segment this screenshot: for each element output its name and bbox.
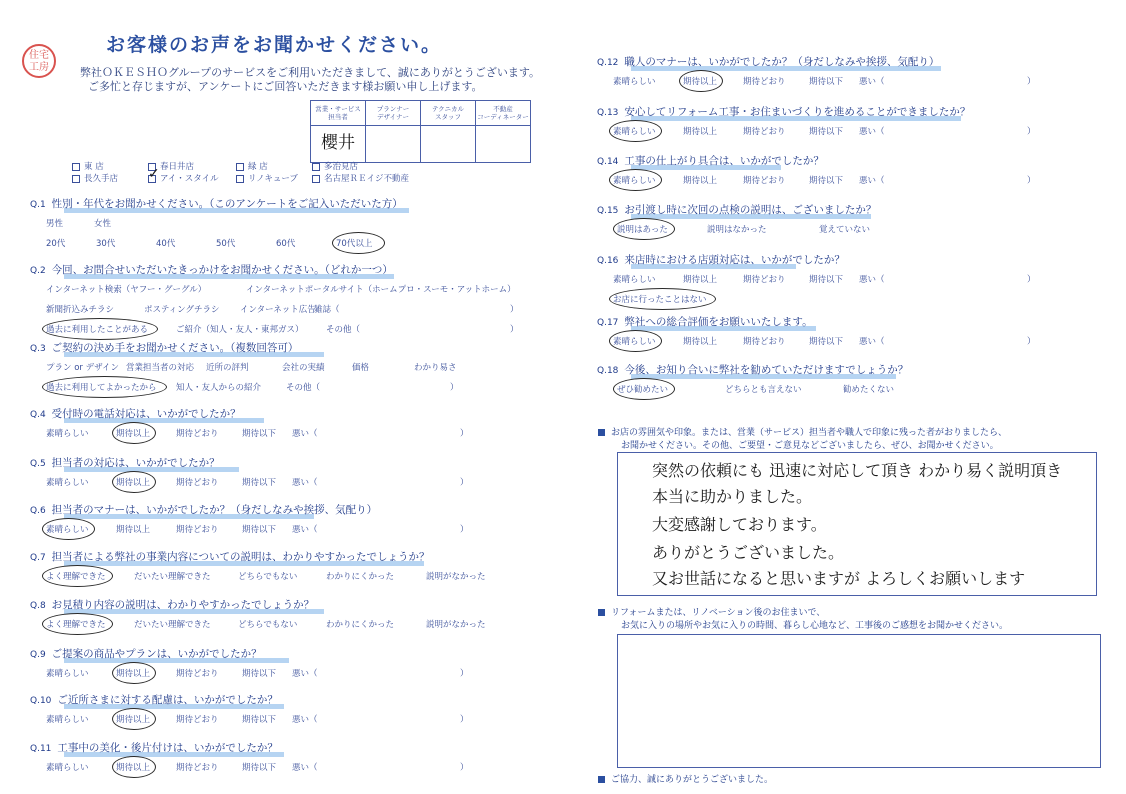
staff-col-realestate: 不動産 コーディネーター (476, 101, 531, 126)
answer-row (30, 381, 459, 397)
selected-circle-mark (112, 662, 156, 684)
answer-option[interactable]: 悪い（ (859, 77, 885, 87)
reform-prompt-1: リフォームまたは、リノベーション後のお住まいで、 (611, 608, 826, 618)
intro-line-2: ご多忙と存じますが、アンケートにご回答いただきます様お願い申し上げます。 (88, 80, 483, 93)
question-heading (30, 597, 314, 612)
answer-option[interactable]: 悪い（ (292, 429, 318, 439)
answer-option[interactable]: 期待以上 (683, 337, 718, 347)
checkbox-icon[interactable] (72, 175, 80, 183)
answer-option[interactable]: 素晴らしい (46, 478, 89, 488)
check-mark-icon: ✓ (148, 166, 160, 182)
selected-circle-mark (609, 120, 662, 142)
answer-option[interactable]: 50代 (216, 239, 236, 249)
answer-option[interactable]: 期待以下 (242, 429, 277, 439)
question-heading (597, 153, 824, 168)
question-heading (30, 740, 278, 755)
answer-row (597, 273, 1036, 289)
checkbox-icon[interactable] (236, 175, 244, 183)
question-heading (30, 196, 403, 211)
question-text: 担当者の対応は、いかがでしたか？ (51, 457, 220, 469)
question-heading (30, 549, 429, 564)
staff-table (310, 100, 531, 163)
shop-option[interactable]: 多治見店 (312, 160, 358, 172)
question-q4 (30, 406, 469, 443)
selected-circle-mark (42, 376, 167, 398)
answer-option[interactable]: 期待以上 (116, 669, 151, 679)
selected-circle-mark (112, 422, 156, 444)
question-heading (30, 455, 220, 470)
answer-bracket: ） (1027, 176, 1036, 186)
answer-row (597, 125, 1036, 141)
question-q1 (30, 196, 403, 253)
answer-row (597, 75, 1036, 91)
answer-option[interactable]: 期待どおり (743, 275, 786, 285)
answer-option[interactable]: 期待以下 (242, 763, 277, 773)
answer-option[interactable]: 期待以下 (809, 275, 844, 285)
answer-row (30, 237, 403, 253)
answer-option[interactable]: 期待どおり (176, 669, 219, 679)
question-text: 来店時における店頭対応は、いかがでしたか？ (624, 254, 845, 266)
question-text: 性別・年代をお聞かせください。（このアンケートをご記入いただいた方） (51, 198, 403, 210)
answer-option[interactable]: 期待以下 (242, 525, 277, 535)
answer-option[interactable]: ご紹介（知人・友人・東邦ガス） (176, 325, 304, 335)
impression-prompt-1: お店の雰囲気や印象。または、営業（サービス）担当者や職人で印象に残った者がおりましたら、 (611, 428, 1008, 438)
question-heading (30, 646, 262, 661)
answer-row (30, 761, 469, 777)
question-number: Q.17 (597, 318, 619, 328)
answer-option[interactable]: 過去に利用してよかったから (46, 383, 157, 393)
question-heading (597, 54, 939, 69)
answer-option[interactable]: 期待以上 (116, 763, 151, 773)
question-number: Q.7 (30, 553, 46, 563)
selected-circle-mark (609, 288, 716, 310)
answer-row (597, 223, 876, 239)
answer-option[interactable]: 説明はあった (617, 225, 668, 235)
answer-option[interactable]: 期待どおり (743, 337, 786, 347)
square-bullet-icon (598, 776, 605, 783)
answer-option[interactable]: 期待以上 (116, 525, 151, 535)
selected-circle-mark (112, 708, 156, 730)
answer-option[interactable]: 期待どおり (743, 176, 786, 186)
answer-option[interactable]: どちらでもない (238, 620, 298, 630)
answer-option[interactable]: 70代以上 (336, 239, 373, 249)
shop-option-checked[interactable]: ✓ アイ・スタイル (148, 166, 219, 184)
staff-col-technical: テクニカル スタッフ (421, 101, 476, 126)
shop-option[interactable]: 緑 店 (236, 160, 312, 172)
checkbox-icon[interactable] (236, 163, 244, 171)
answer-option[interactable]: 男性 (46, 219, 64, 229)
question-number: Q.16 (597, 256, 619, 266)
question-q10 (30, 692, 469, 729)
question-heading (30, 340, 298, 355)
answer-option[interactable]: 知人・友人からの紹介 (176, 383, 262, 393)
handwritten-line: 突然の依頼にも 迅速に対応して頂き わかり易く説明頂き (652, 461, 1063, 480)
answer-option[interactable]: 期待どおり (743, 127, 786, 137)
question-number: Q.8 (30, 601, 46, 611)
answer-option[interactable]: 期待どおり (176, 525, 219, 535)
handwritten-line: 本当に助かりました。 (652, 487, 813, 506)
answer-option[interactable]: 悪い（ (292, 715, 318, 725)
answer-row (597, 383, 908, 399)
answer-option[interactable]: 説明がなかった (426, 572, 486, 582)
answer-bracket: ） (510, 325, 519, 335)
footer-thanks: ご協力、誠にありがとうございました。 (598, 774, 773, 787)
checkbox-icon[interactable] (72, 163, 80, 171)
question-number: Q.3 (30, 344, 46, 354)
question-q13 (597, 104, 1036, 141)
answer-option[interactable]: 期待どおり (176, 478, 219, 488)
question-number: Q.13 (597, 108, 619, 118)
selected-circle-mark (613, 218, 675, 240)
selected-circle-mark (112, 471, 156, 493)
answer-option[interactable]: 期待以下 (809, 337, 844, 347)
selected-circle-mark (42, 613, 113, 635)
answer-row (30, 618, 486, 634)
intro-line-1: 弊社ＯＫＥＳＨＯグループのサービスをご利用いただきまして、誠にありがとうございます。 (80, 66, 541, 79)
answer-option[interactable]: インターネットポータルサイト（ホームプロ・スーモ・アットホーム） (246, 285, 516, 295)
question-q14 (597, 153, 1036, 190)
checkbox-icon[interactable] (312, 163, 320, 171)
answer-option[interactable]: 悪い（ (859, 127, 885, 137)
question-text: 担当者による弊社の事業内容についての説明は、わかりやすかったでしょうか？ (51, 551, 430, 563)
question-q18 (597, 362, 908, 399)
answer-option[interactable]: 素晴らしい (46, 763, 89, 773)
answer-option[interactable]: 素晴らしい (46, 525, 89, 535)
handwritten-line: ありがとうございました。 (652, 543, 845, 562)
answer-row (597, 174, 1036, 190)
answer-option[interactable]: 期待以上 (683, 127, 718, 137)
answer-row (30, 713, 469, 729)
question-text: 職人のマナーは、いかがでしたか？（身だしなみや挨拶、気配り） (624, 56, 940, 68)
question-q16 (597, 252, 1036, 309)
answer-option[interactable]: わかり易さ (414, 363, 457, 373)
selected-circle-mark (332, 232, 385, 254)
answer-bracket: ） (460, 669, 469, 679)
company-seal: 住宅 工房 (22, 44, 56, 78)
answer-option[interactable]: どちらでもない (238, 572, 298, 582)
selected-circle-mark (42, 565, 113, 587)
question-q11 (30, 740, 469, 777)
answer-option[interactable]: 説明がなかった (426, 620, 486, 630)
question-q5 (30, 455, 469, 492)
question-text: ご近所さまに対する配慮は、いかがでしたか？ (57, 694, 278, 706)
staff-sales-name[interactable]: 櫻井 (311, 126, 366, 163)
selected-circle-mark (609, 330, 662, 352)
question-text: 工事中の美化・後片付けは、いかがでしたか？ (57, 742, 278, 754)
impression-section-header (598, 427, 1007, 453)
answer-option[interactable]: 30代 (96, 239, 116, 249)
answer-bracket: ） (1027, 77, 1036, 87)
answer-option[interactable]: 悪い（ (859, 176, 885, 186)
answer-option[interactable]: どちらとも言えない (725, 385, 802, 395)
question-text: 安心してリフォーム工事・お住まいづくりを進めることができましたか？ (624, 106, 971, 118)
answer-option[interactable]: 期待以下 (809, 77, 844, 87)
answer-bracket: ） (510, 305, 519, 315)
staff-col-planner: プランナー デザイナー (366, 101, 421, 126)
handwritten-line: 大変感謝しております。 (652, 515, 827, 534)
answer-option[interactable]: 会社の実績 (282, 363, 325, 373)
answer-option[interactable]: インターネット広告 (240, 305, 316, 315)
question-text: 担当者のマナーは、いかがでしたか？（身だしなみや挨拶、気配り） (51, 504, 378, 516)
answer-option[interactable]: 素晴らしい (46, 669, 89, 679)
answer-option[interactable]: 雑誌（ (314, 305, 340, 315)
square-bullet-icon (598, 429, 605, 436)
answer-row (30, 217, 403, 233)
answer-option[interactable]: 営業担当者の対応 (126, 363, 195, 373)
question-q15 (597, 202, 876, 239)
impression-prompt-2: お聞かせください。その他、ご要望・ご意見などございましたら、ぜひ、お聞かせください。 (621, 441, 999, 451)
answer-bracket: ） (460, 763, 469, 773)
question-number: Q.12 (597, 58, 619, 68)
shop-option[interactable]: 長久手店 (72, 172, 148, 184)
question-heading (30, 262, 393, 277)
answer-option[interactable]: 期待どおり (743, 77, 786, 87)
answer-option[interactable]: よく理解できた (46, 620, 106, 630)
answer-option[interactable]: 素晴らしい (46, 429, 89, 439)
answer-bracket: ） (460, 715, 469, 725)
answer-option[interactable]: 期待以上 (116, 715, 151, 725)
answer-row (30, 523, 469, 539)
selected-circle-mark (679, 70, 723, 92)
answer-bracket: ） (1027, 275, 1036, 285)
question-number: Q.15 (597, 206, 619, 216)
question-heading (30, 692, 278, 707)
question-number: Q.9 (30, 650, 46, 660)
question-text: 今回、お問合せいただいたきっかけをお聞かせください。（どれか一つ） (51, 264, 393, 276)
question-text: 受付時の電話対応は、いかがでしたか？ (51, 408, 241, 420)
question-heading (597, 314, 813, 329)
answer-option[interactable]: 悪い（ (292, 763, 318, 773)
question-text: お引渡し時に次回の点検の説明は、ございましたか？ (624, 204, 877, 216)
question-heading (30, 502, 377, 517)
question-number: Q.10 (30, 696, 52, 706)
answer-option[interactable]: 価格 (352, 363, 370, 373)
answer-option[interactable]: だいたい理解できた (134, 620, 211, 630)
answer-option[interactable]: 悪い（ (859, 275, 885, 285)
square-bullet-icon (598, 609, 605, 616)
answer-row (597, 335, 1036, 351)
question-q17 (597, 314, 1036, 351)
question-number: Q.14 (597, 157, 619, 167)
question-text: ご提案の商品やプランは、いかがでしたか？ (51, 648, 262, 660)
answer-option[interactable]: 期待以上 (683, 275, 718, 285)
answer-option[interactable]: 悪い（ (292, 478, 318, 488)
question-number: Q.5 (30, 459, 46, 469)
answer-option[interactable]: 期待どおり (176, 429, 219, 439)
question-q12 (597, 54, 1036, 91)
question-text: ご契約の決め手をお聞かせください。（複数回答可） (51, 342, 299, 354)
question-q3 (30, 340, 459, 397)
selected-circle-mark (42, 318, 158, 340)
answer-option[interactable]: 素晴らしい (613, 77, 656, 87)
answer-option[interactable]: 20代 (46, 239, 66, 249)
answer-bracket: ） (1027, 127, 1036, 137)
answer-option[interactable]: ぜひ勧めたい (617, 385, 669, 395)
answer-option[interactable]: 期待以下 (809, 176, 844, 186)
question-number: Q.11 (30, 744, 52, 754)
answer-option[interactable]: 悪い（ (859, 337, 885, 347)
question-heading (597, 104, 970, 119)
answer-option[interactable]: 期待以下 (242, 715, 277, 725)
answer-option[interactable]: お店に行ったことはない (613, 295, 707, 305)
question-text: 工事の仕上がり具合は、いかがでしたか？ (624, 155, 824, 167)
answer-option[interactable]: 素晴らしい (46, 715, 89, 725)
question-heading (30, 406, 241, 421)
question-number: Q.2 (30, 266, 46, 276)
selected-circle-mark (609, 169, 662, 191)
question-number: Q.6 (30, 506, 46, 516)
answer-option[interactable]: 近所の評判 (206, 363, 249, 373)
answer-option[interactable]: わかりにくかった (326, 572, 395, 582)
page-title: お客様のお声をお聞かせください。 (106, 34, 443, 56)
answer-option[interactable]: 期待以上 (683, 176, 718, 186)
question-heading (597, 252, 845, 267)
answer-row (30, 283, 516, 299)
question-number: Q.18 (597, 366, 619, 376)
answer-bracket: ） (1027, 337, 1036, 347)
answer-option[interactable]: 期待どおり (176, 715, 219, 725)
answer-option[interactable]: その他（ (326, 325, 361, 335)
answer-option[interactable]: 新聞折込みチラシ (46, 305, 115, 315)
staff-realestate-name[interactable] (476, 126, 531, 163)
answer-option[interactable]: 期待どおり (176, 763, 219, 773)
answer-row (30, 361, 457, 377)
answer-row (30, 303, 519, 319)
answer-option[interactable]: 期待以上 (116, 429, 151, 439)
answer-option[interactable]: 覚えていない (819, 225, 871, 235)
answer-row (597, 293, 845, 309)
answer-row (30, 667, 469, 683)
answer-option[interactable]: 期待以下 (809, 127, 844, 137)
question-text: 弊社への総合評価をお願いいたします。 (624, 316, 813, 328)
answer-option[interactable]: 期待以上 (116, 478, 151, 488)
reform-comment-box[interactable] (617, 634, 1101, 768)
answer-bracket: ） (460, 478, 469, 488)
handwritten-line: 又お世話になると思いますが よろしくお願いします (652, 569, 1026, 588)
shop-option[interactable]: 名古屋ＲＥイジ不動産 (312, 172, 409, 184)
selected-circle-mark (112, 756, 156, 778)
question-q6 (30, 502, 469, 539)
answer-option[interactable]: 悪い（ (292, 669, 318, 679)
selected-circle-mark (613, 378, 675, 400)
answer-option[interactable]: 女性 (94, 219, 112, 229)
answer-option[interactable]: だいたい理解できた (134, 572, 211, 582)
answer-row (30, 323, 519, 339)
answer-option[interactable]: ポスティングチラシ (144, 305, 220, 315)
answer-option[interactable]: わかりにくかった (326, 620, 395, 630)
question-q8 (30, 597, 486, 634)
answer-option[interactable]: 素晴らしい (613, 337, 656, 347)
question-q9 (30, 646, 469, 683)
answer-option[interactable]: プラン or デザイン (46, 363, 120, 373)
answer-option[interactable]: 悪い（ (292, 525, 318, 535)
answer-bracket: ） (460, 525, 469, 535)
answer-option[interactable]: 素晴らしい (613, 176, 656, 186)
shop-option[interactable]: 春日井店 (148, 160, 236, 172)
answer-option[interactable]: 40代 (156, 239, 176, 249)
answer-bracket: ） (460, 429, 469, 439)
question-q2 (30, 262, 519, 339)
reform-section-header (598, 607, 1008, 633)
answer-option[interactable]: 期待以下 (242, 478, 277, 488)
answer-option[interactable]: その他（ (286, 383, 321, 393)
answer-bracket: ） (450, 383, 459, 393)
shop-option[interactable]: 東 店 (72, 160, 148, 172)
selected-circle-mark (42, 518, 95, 540)
answer-row (30, 427, 469, 443)
staff-col-sales: 営業・サービス 担当者 (311, 101, 366, 126)
question-number: Q.4 (30, 410, 46, 420)
answer-option[interactable]: 説明はなかった (707, 225, 767, 235)
shop-checklist (72, 160, 409, 184)
answer-option[interactable]: 勧めたくない (843, 385, 895, 395)
answer-option[interactable]: 素晴らしい (613, 275, 656, 285)
answer-option[interactable]: 過去に利用したことがある (46, 325, 149, 335)
answer-option[interactable]: よく理解できた (46, 572, 106, 582)
answer-option[interactable]: インターネット検索（ヤフー・グーグル） (46, 285, 207, 295)
answer-option[interactable]: 期待以下 (242, 669, 277, 679)
question-number: Q.1 (30, 200, 46, 210)
answer-row (30, 476, 469, 492)
reform-prompt-2: お気に入りの場所やお気に入りの時間、暮らし心地など、工事後のご感想をお聞かせください。 (621, 621, 1009, 631)
answer-option[interactable]: 素晴らしい (613, 127, 656, 137)
question-text: お見積り内容の説明は、わかりやすかったでしょうか？ (51, 599, 315, 611)
answer-option[interactable]: 60代 (276, 239, 296, 249)
question-heading (597, 202, 876, 217)
answer-option[interactable]: 期待以上 (683, 77, 718, 87)
question-q7 (30, 549, 486, 586)
checkbox-icon[interactable] (312, 175, 320, 183)
staff-planner-name[interactable] (366, 126, 421, 163)
question-heading (597, 362, 908, 377)
answer-row (30, 570, 486, 586)
staff-technical-name[interactable] (421, 126, 476, 163)
shop-option[interactable]: リノキューブ (236, 172, 312, 184)
question-text: 今後、お知り合いに弊社を勧めていただけますでしょうか？ (624, 364, 909, 376)
